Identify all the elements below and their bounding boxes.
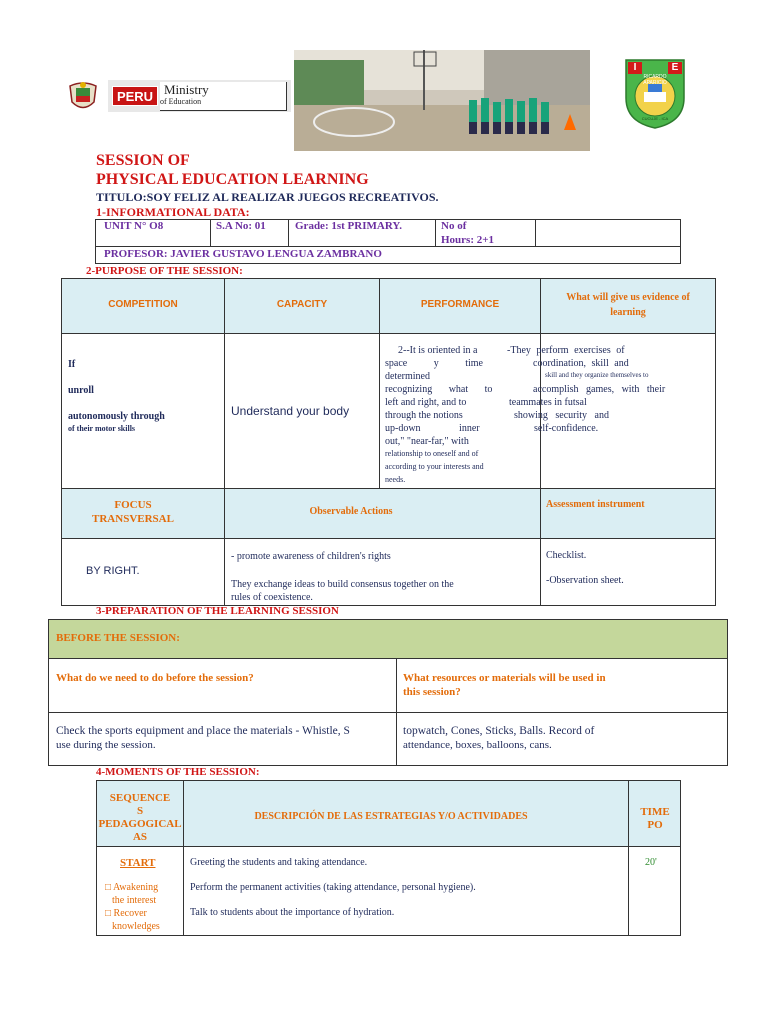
- title-line-2: PHYSICAL EDUCATION LEARNING: [96, 171, 369, 188]
- section-2-heading: 2-PURPOSE OF THE SESSION:: [86, 265, 243, 277]
- col-sequences-3: PEDAGOGICAL: [98, 818, 182, 830]
- profesor: PROFESOR: JAVIER GUSTAVO LENGUA ZAMBRANO: [104, 248, 382, 260]
- ministry-box: [160, 82, 287, 111]
- activity-1: Greeting the students and taking attendance.: [190, 857, 368, 868]
- checkbox-icon: □: [105, 908, 112, 919]
- section-1-heading: 1-INFORMATIONAL DATA:: [96, 205, 250, 219]
- hours-label: No of: [441, 220, 467, 232]
- header-focus-2: TRANSVERSAL: [92, 513, 174, 525]
- bullet-recover-text: Recover: [113, 908, 147, 919]
- header-evidence-1: What will give us evidence of: [566, 292, 690, 303]
- focus-value: BY RIGHT.: [86, 565, 140, 577]
- ministry-sub: of Education: [160, 97, 202, 106]
- question-before-session: What do we need to do before the session?: [56, 672, 254, 684]
- grade: Grade: 1st PRIMARY.: [295, 220, 403, 232]
- peru-label: PERU: [112, 86, 158, 106]
- assessment-observation-sheet: -Observation sheet.: [546, 575, 624, 586]
- badge-school-name: RICARDO APARICIO: [643, 74, 667, 86]
- header-performance: PERFORMANCE: [420, 299, 500, 310]
- hours-value: Hours: 2+1: [441, 234, 495, 246]
- answer-resources-2: attendance, boxes, balloons, cans.: [403, 739, 552, 751]
- competition-line-3: autonomously through: [68, 411, 165, 422]
- header-focus-1: FOCUS: [114, 499, 152, 511]
- badge-letter-i: I: [633, 62, 637, 73]
- header-assessment-instrument: Assessment instrument: [546, 499, 645, 510]
- answer-before-2: use during the session.: [56, 739, 156, 751]
- performance-l3: determined: [385, 371, 430, 382]
- bullet-awakening: [105, 882, 158, 893]
- evidence-l7: self-confidence.: [534, 423, 599, 434]
- school-badge-icon: [622, 56, 688, 130]
- unit-number: UNIT N° O8: [104, 220, 164, 232]
- observable-action-2: They exchange ideas to build consensus together on the: [231, 579, 454, 590]
- time-value: 20': [645, 857, 657, 868]
- performance-l5: left and right, and to: [385, 397, 467, 408]
- section-3-heading: 3-PREPARATION OF THE LEARNING SESSION: [96, 605, 339, 617]
- col-time-2: PO: [647, 819, 663, 831]
- capacity-value: Understand your body: [231, 404, 350, 418]
- activity-3: Talk to students about the importance of hydration.: [190, 907, 395, 918]
- question-resources-2: this session?: [403, 686, 461, 698]
- sa-number: S.A No: 01: [216, 220, 266, 232]
- header-observable-actions: Observable Actions: [309, 506, 393, 517]
- header-evidence-2: learning: [610, 307, 646, 318]
- bullet-knowledges: knowledges: [112, 921, 160, 932]
- performance-l8: out," "near-far," with: [385, 436, 469, 447]
- performance-l2: space y time: [385, 358, 483, 369]
- col-sequences-1: SEQUENCE: [109, 792, 171, 804]
- performance-l10: according to your interests and: [385, 462, 484, 471]
- badge-place: CUCUJE - ICA: [641, 116, 669, 121]
- session-titulo: TITULO:SOY FELIZ AL REALIZAR JUEGOS RECREATIVOS.: [96, 190, 439, 204]
- bullet-recover: [105, 908, 147, 919]
- observable-action-1: - promote awareness of children's rights: [231, 551, 391, 562]
- col-description: DESCRIPCIÓN DE LAS ESTRATEGIAS Y/O ACTIVIDADES: [254, 811, 528, 822]
- performance-l7: up-down inner: [385, 423, 480, 434]
- evidence-l3: skill and they organize themselves to: [545, 371, 649, 379]
- header-competition: COMPETITION: [108, 299, 178, 310]
- competition-line-4: of their motor skills: [68, 424, 136, 433]
- section-4-heading: 4-MOMENTS OF THE SESSION:: [96, 766, 260, 778]
- performance-l9: relationship to oneself and of: [385, 449, 479, 458]
- col-sequences-4: AS: [132, 831, 148, 843]
- answer-resources-1: topwatch, Cones, Sticks, Balls. Record of: [403, 725, 595, 737]
- ministry-logo: [108, 80, 291, 112]
- assessment-checklist: Checklist.: [546, 550, 587, 561]
- observable-action-3: rules of coexistence.: [231, 592, 313, 603]
- before-session-label: BEFORE THE SESSION:: [56, 632, 180, 644]
- evidence-l1: -They perform exercises of: [507, 345, 625, 356]
- performance-l6: through the notions: [385, 410, 463, 421]
- start-label: START: [120, 857, 156, 869]
- evidence-l4: accomplish games, with their: [533, 384, 666, 395]
- answer-before-1: Check the sports equipment and place the materials - Whistle, S: [56, 725, 350, 737]
- badge-letter-e: E: [671, 62, 679, 73]
- bullet-interest: the interest: [112, 895, 157, 906]
- evidence-l2: coordination, skill and: [533, 358, 629, 369]
- students-photo: [294, 50, 590, 151]
- checkbox-icon: □: [105, 882, 112, 893]
- evidence-l6: showing security and: [514, 410, 609, 421]
- performance-l4: recognizing what to: [385, 384, 493, 395]
- activity-2: Perform the permanent activities (taking attendance, personal hygiene).: [190, 882, 476, 893]
- performance-l1: 2--It is oriented in a: [398, 345, 478, 356]
- col-sequences-2: S: [136, 805, 144, 817]
- competition-line-1: If: [68, 359, 76, 370]
- title-line-1: SESSION OF: [96, 152, 190, 169]
- col-time-1: TIME: [640, 806, 670, 818]
- bullet-awakening-text: Awakening: [113, 882, 159, 893]
- header-capacity: CAPACITY: [276, 299, 328, 310]
- peru-coat-of-arms-icon: [66, 80, 100, 114]
- competition-line-2: unroll: [68, 385, 94, 396]
- ministry-label: Ministry: [164, 82, 209, 97]
- evidence-l5: teammates in futsal: [509, 397, 587, 408]
- question-resources-1: What resources or materials will be used in: [403, 672, 606, 684]
- performance-l11: needs.: [385, 475, 406, 484]
